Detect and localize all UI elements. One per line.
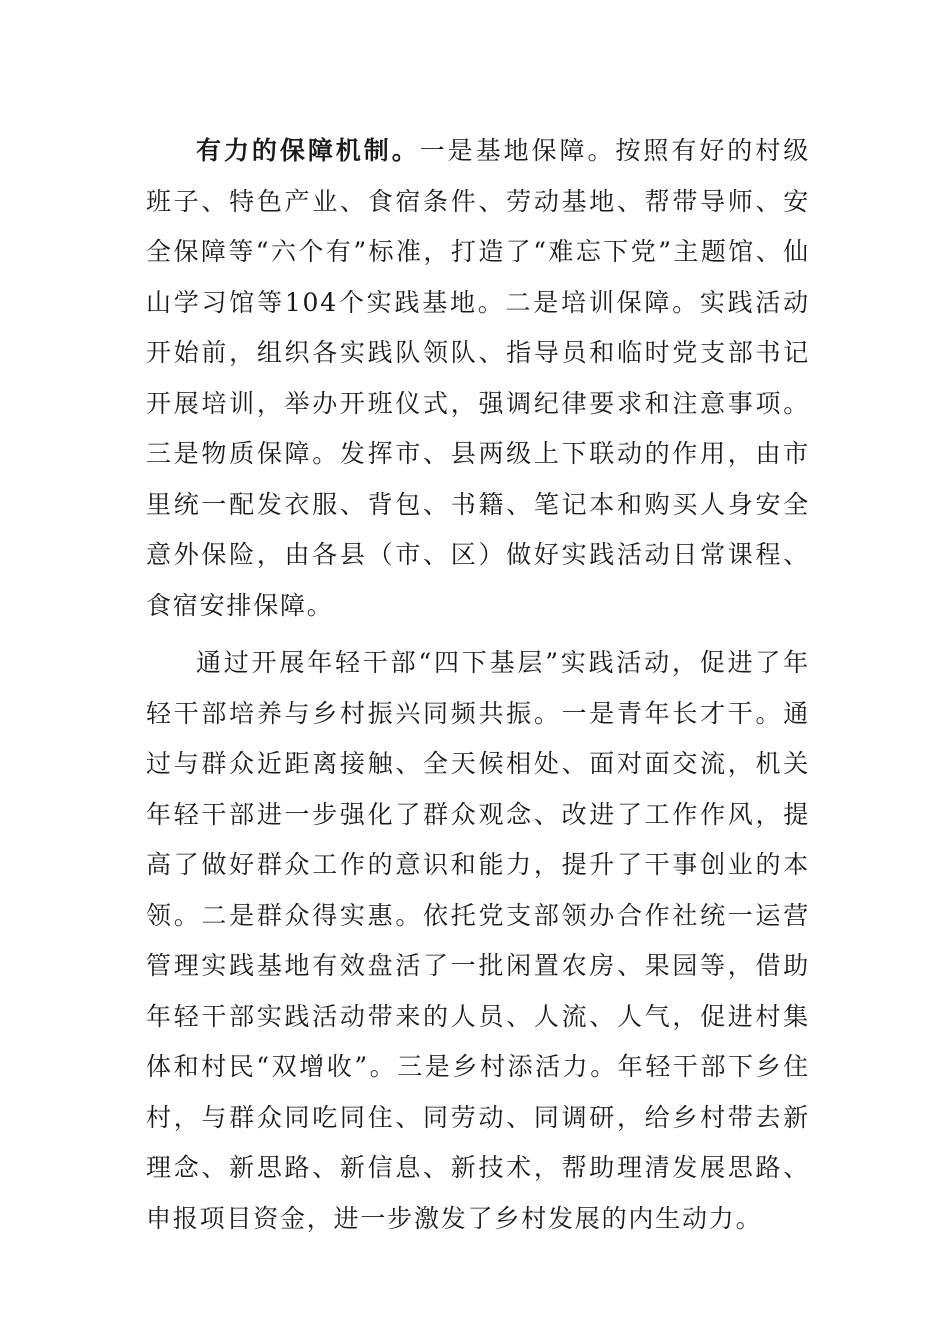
paragraph-text: 通过开展年轻干部“四下基层”实践活动，促进了年轻干部培养与乡村振兴同频共振。一是青年长才干。通过与群众近距离接触、全天候相处、面对面交流，机关年轻干部进一步强化了群众观念、改进了工作作风，提高了做好群众工作的意识和能力，提升了干事创业的本领。二是群众得实惠。依托党支部领办合作社统一运营管理实践基地有效盘活了一批闲置农房、果园等，借助年轻干部实践活动带来的人员、人流、人气，促进村集体和村民“双增收”。三是乡村添活力。年轻干部下乡住村，与群众同吃同住、同劳动、同调研，给乡村带去新理念、新思路、新信息、新技术，帮助理清发展思路、申报项目资金，进一步激发了乡村发展的内生动力。 — [146, 648, 810, 1233]
paragraph-outcomes — [146, 638, 810, 1244]
paragraph-guarantee-mechanism — [146, 126, 810, 631]
paragraph-text: 一是基地保障。按照有好的村级班子、特色产业、食宿条件、劳动基地、帮带导师、安全保障等“六个有”标准，打造了“难忘下党”主题馆、仙山学习馆等104个实践基地。二是培训保障。实践活动开始前，组织各实践队领队、指导员和临时党支部书记开展培训，举办开班仪式，强调纪律要求和注意事项。三是物质保障。发挥市、县两级上下联动的作用，由市里统一配发衣服、背包、书籍、笔记本和购买人身安全意外保险，由各县（市、区）做好实践活动日常课程、食宿安排保障。 — [146, 136, 811, 620]
paragraph-lead-heading: 有力的保障机制。 — [196, 136, 420, 165]
document-body — [146, 126, 810, 1244]
